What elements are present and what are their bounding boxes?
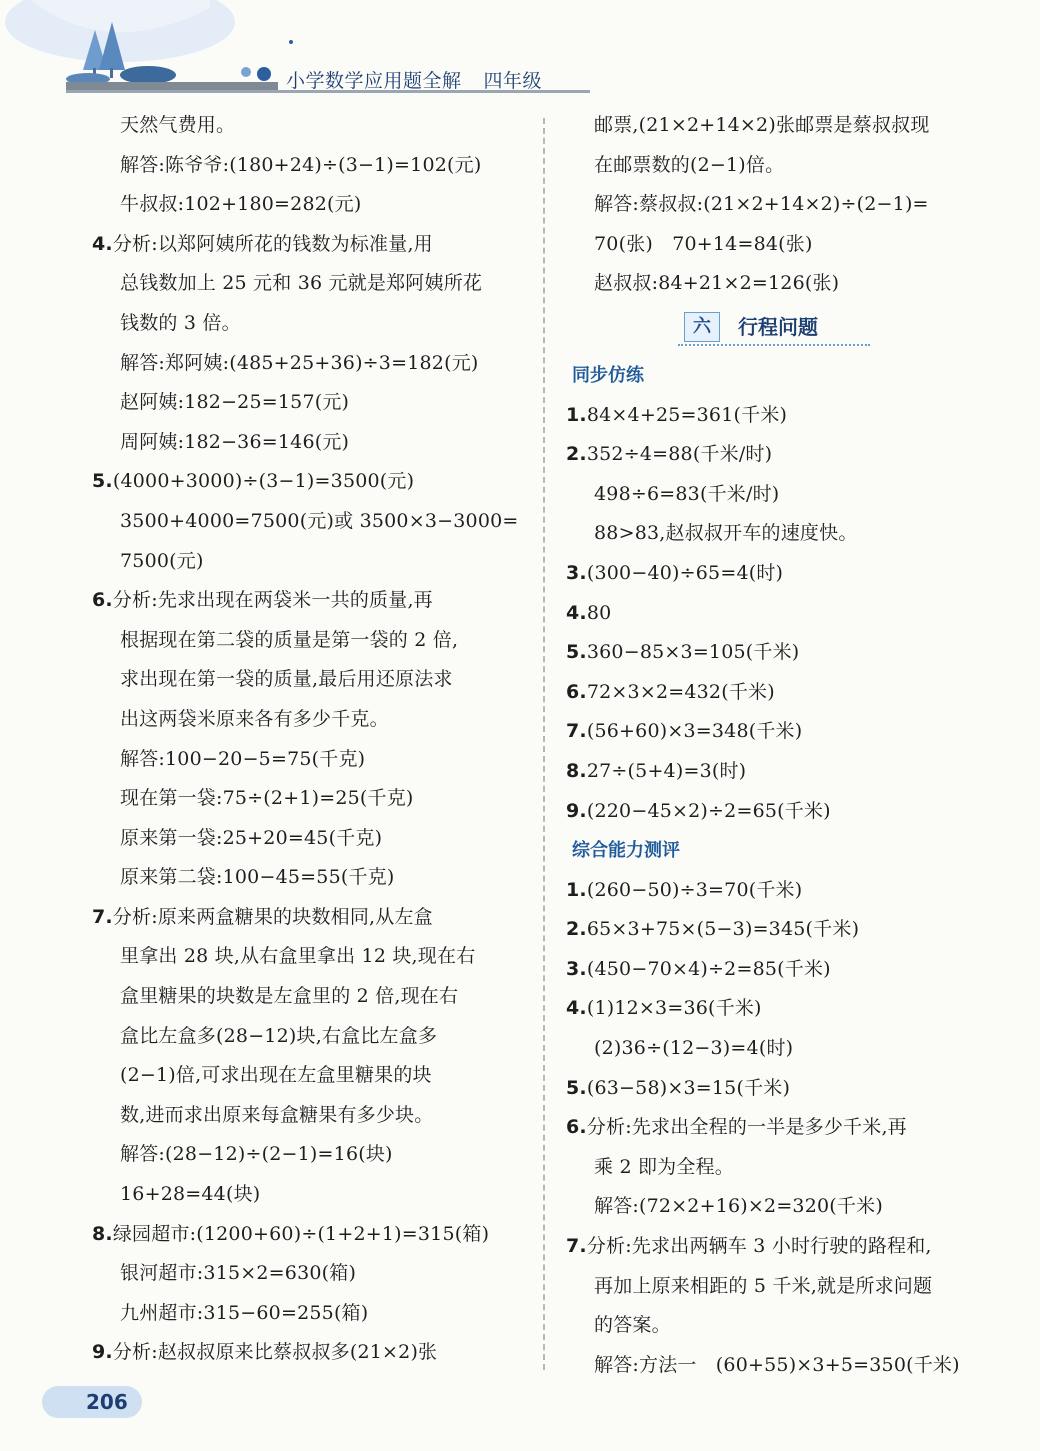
line-text: (1)12×3=36(千米) [586,997,762,1020]
text-line [566,1267,996,1307]
line-text: 解答:郑阿姨:(485+25+36)÷3=182(元) [120,351,479,374]
page-number: 206 [86,1390,128,1414]
text-line [566,146,996,186]
text-line [92,502,542,542]
line-text: 数,进而求出原来每盒糖果有多少块。 [120,1103,434,1126]
line-text: 现在第一袋:75÷(2+1)=25(千克) [120,787,414,810]
text-line [92,660,542,700]
text-line [92,779,542,819]
text-line [92,542,542,582]
text-line [566,712,996,752]
line-text: (2)36÷(12−3)=4(时) [594,1037,794,1060]
item-number: 3. [566,561,587,584]
line-text: 出这两袋米原来各有多少千克。 [120,707,389,730]
text-line [566,475,996,515]
item-number: 3. [566,957,587,980]
text-line [92,621,542,661]
item-number: 6. [566,1116,587,1139]
line-text: (2−1)倍,可求出现在左盒里糖果的块 [120,1064,432,1087]
text-line [566,950,996,990]
section-heading [566,304,996,356]
line-text: 分析:以郑阿姨所花的钱数为标准量,用 [112,232,433,255]
line-text: 分析:原来两盒糖果的块数相同,从左盒 [112,905,433,928]
text-line [566,752,996,792]
item-number: 7. [566,720,587,743]
line-text: 70(张) 70+14=84(张) [594,232,813,255]
line-text: 绿园超市:(1200+60)÷(1+2+1)=315(箱) [112,1222,490,1245]
line-text: 乘 2 即为全程。 [594,1155,734,1178]
item-number: 6. [566,680,587,703]
line-text: 天然气费用。 [120,114,236,136]
item-number: 6. [92,589,113,612]
text-line [566,871,996,911]
text-line [566,1069,996,1109]
line-text: 解答:方法一 (60+55)×3+5=350(千米) [594,1353,960,1376]
text-line [92,1175,542,1215]
item-number: 2. [566,443,587,466]
text-line [566,1108,996,1148]
line-text: 3500+4000=7500(元)或 3500×3−3000= [120,509,519,532]
line-text: 原来第二袋:100−45=55(千克) [120,866,395,889]
line-text: 周阿姨:182−36=146(元) [120,430,350,453]
line-text: (300−40)÷65=4(时) [586,561,784,584]
line-text: 7500(元) [120,549,204,572]
line-text: 72×3×2=432(千米) [586,680,775,703]
text-line [566,185,996,225]
item-number: 4. [566,997,587,1020]
line-text: 邮票,(21×2+14×2)张邮票是蔡叔叔现 [594,114,930,136]
line-text: 解答:(72×2+16)×2=320(千米) [594,1195,883,1218]
item-number: 1. [566,878,587,901]
line-text: 65×3+75×(5−3)=345(千米) [586,918,860,941]
text-line [92,581,542,621]
text-line [92,264,542,304]
page-header [0,0,1040,100]
text-line [92,1096,542,1136]
text-line [566,594,996,634]
text-line [566,1029,996,1069]
right-column [566,106,996,1385]
line-text: 九州超市:315−60=255(箱) [120,1301,369,1324]
text-line [566,106,996,146]
text-line [92,898,542,938]
line-text: (260−50)÷3=70(千米) [586,878,803,901]
text-line [566,514,996,554]
line-text: 银河超市:315×2=630(箱) [120,1262,357,1285]
text-line [92,819,542,859]
item-number: 4. [566,601,587,624]
item-number: 5. [566,641,587,664]
text-line [566,633,996,673]
practice-heading: 同步仿练 [572,364,644,386]
text-line [92,1135,542,1175]
line-text: (450−70×4)÷2=85(千米) [586,957,831,980]
line-text: 总钱数加上 25 元和 36 元就是郑阿姨所花 [120,272,483,295]
text-line [92,1017,542,1057]
line-text: 盒比左盒多(28−12)块,右盒比左盒多 [120,1024,438,1047]
section-underline [678,344,870,346]
text-line [566,1148,996,1188]
right-continued-block [566,106,996,304]
line-text: 盒里糖果的块数是左盒里的 2 倍,现在右 [120,985,459,1008]
line-text: 赵阿姨:182−25=157(元) [120,391,350,414]
text-line [92,344,542,384]
text-line [92,858,542,898]
text-line [566,989,996,1029]
text-line [92,304,542,344]
text-line [566,264,996,304]
text-line [92,1294,542,1334]
text-line [92,423,542,463]
line-text: 解答:100−20−5=75(千克) [120,747,366,770]
line-text: 498÷6=83(千米/时) [594,482,780,505]
item-number: 8. [566,759,587,782]
grade-label: 四年级 [483,70,543,92]
line-text: 分析:先求出两辆车 3 小时行驶的路程和, [586,1235,932,1258]
text-line [92,1254,542,1294]
text-line [566,673,996,713]
line-text: 27÷(5+4)=3(时) [586,759,747,782]
line-text: 牛叔叔:102+180=282(元) [120,193,362,216]
item-number: 7. [566,1235,587,1258]
item-number: 4. [92,232,113,255]
text-line [92,1215,542,1255]
line-text: 80 [586,601,612,624]
text-line [92,225,542,265]
line-text: 里拿出 28 块,从右盒里拿出 12 块,现在右 [120,945,476,968]
line-text: 再加上原来相距的 5 千米,就是所求问题 [594,1274,933,1297]
item-number: 8. [92,1222,113,1245]
line-text: 352÷4=88(千米/时) [586,443,773,466]
line-text: 在邮票数的(2−1)倍。 [594,153,785,176]
line-text: 解答:(28−12)÷(2−1)=16(块) [120,1143,393,1166]
line-text: (56+60)×3=348(千米) [586,720,803,743]
line-text: 根据现在第二袋的质量是第一袋的 2 倍, [120,628,459,651]
item-number: 9. [92,1341,113,1364]
line-text: (4000+3000)÷(3−1)=3500(元) [112,470,415,493]
text-line [92,1056,542,1096]
line-text: 分析:先求出现在两袋米一共的质量,再 [112,589,433,612]
line-text: 84×4+25=361(千米) [586,403,788,426]
text-line [566,1306,996,1346]
text-line [92,700,542,740]
line-text: 解答:蔡叔叔:(21×2+14×2)÷(2−1)= [594,193,929,216]
line-text: 分析:赵叔叔原来比蔡叔叔多(21×2)张 [112,1341,438,1364]
text-line [566,792,996,832]
text-line [92,462,542,502]
practice-block [566,396,996,832]
text-line [92,383,542,423]
text-line [566,435,996,475]
book-title: 小学数学应用题全解 [286,70,462,92]
text-line [92,106,542,146]
item-number: 9. [566,799,587,822]
line-text: 钱数的 3 倍。 [120,311,241,334]
item-number: 7. [92,905,113,928]
line-text: 原来第一袋:25+20=45(千克) [120,826,383,849]
test-block [566,871,996,1386]
text-line [92,146,542,186]
section-title: 行程问题 [738,314,818,339]
text-line [92,185,542,225]
text-line [92,937,542,977]
line-text: 360−85×3=105(千米) [586,641,800,664]
line-text: 分析:先求出全程的一半是多少千米,再 [586,1116,907,1139]
text-line [92,1333,542,1373]
item-number: 1. [566,403,587,426]
line-text: 的答案。 [594,1314,671,1337]
line-text: 求出现在第一袋的质量,最后用还原法求 [120,668,453,691]
test-heading: 综合能力测评 [572,840,680,862]
line-text: 赵叔叔:84+21×2=126(张) [594,272,840,295]
item-number: 5. [566,1076,587,1099]
section-number: 六 [684,312,720,342]
header-title [286,66,542,93]
text-line [566,910,996,950]
line-text: 16+28=44(块) [120,1183,261,1206]
text-line [566,1346,996,1386]
text-line [566,1187,996,1227]
line-text: 88>83,赵叔叔开车的速度快。 [594,522,858,545]
column-divider [543,118,545,1370]
text-line [566,1227,996,1267]
line-text: (63−58)×3=15(千米) [586,1076,791,1099]
item-number: 2. [566,918,587,941]
text-line [566,554,996,594]
text-line [566,396,996,436]
line-text: (220−45×2)÷2=65(千米) [586,799,831,822]
text-line [92,977,542,1017]
text-line [92,740,542,780]
item-number: 5. [92,470,113,493]
left-column [92,106,542,1373]
text-line [566,225,996,265]
line-text: 解答:陈爷爷:(180+24)÷(3−1)=102(元) [120,153,482,176]
